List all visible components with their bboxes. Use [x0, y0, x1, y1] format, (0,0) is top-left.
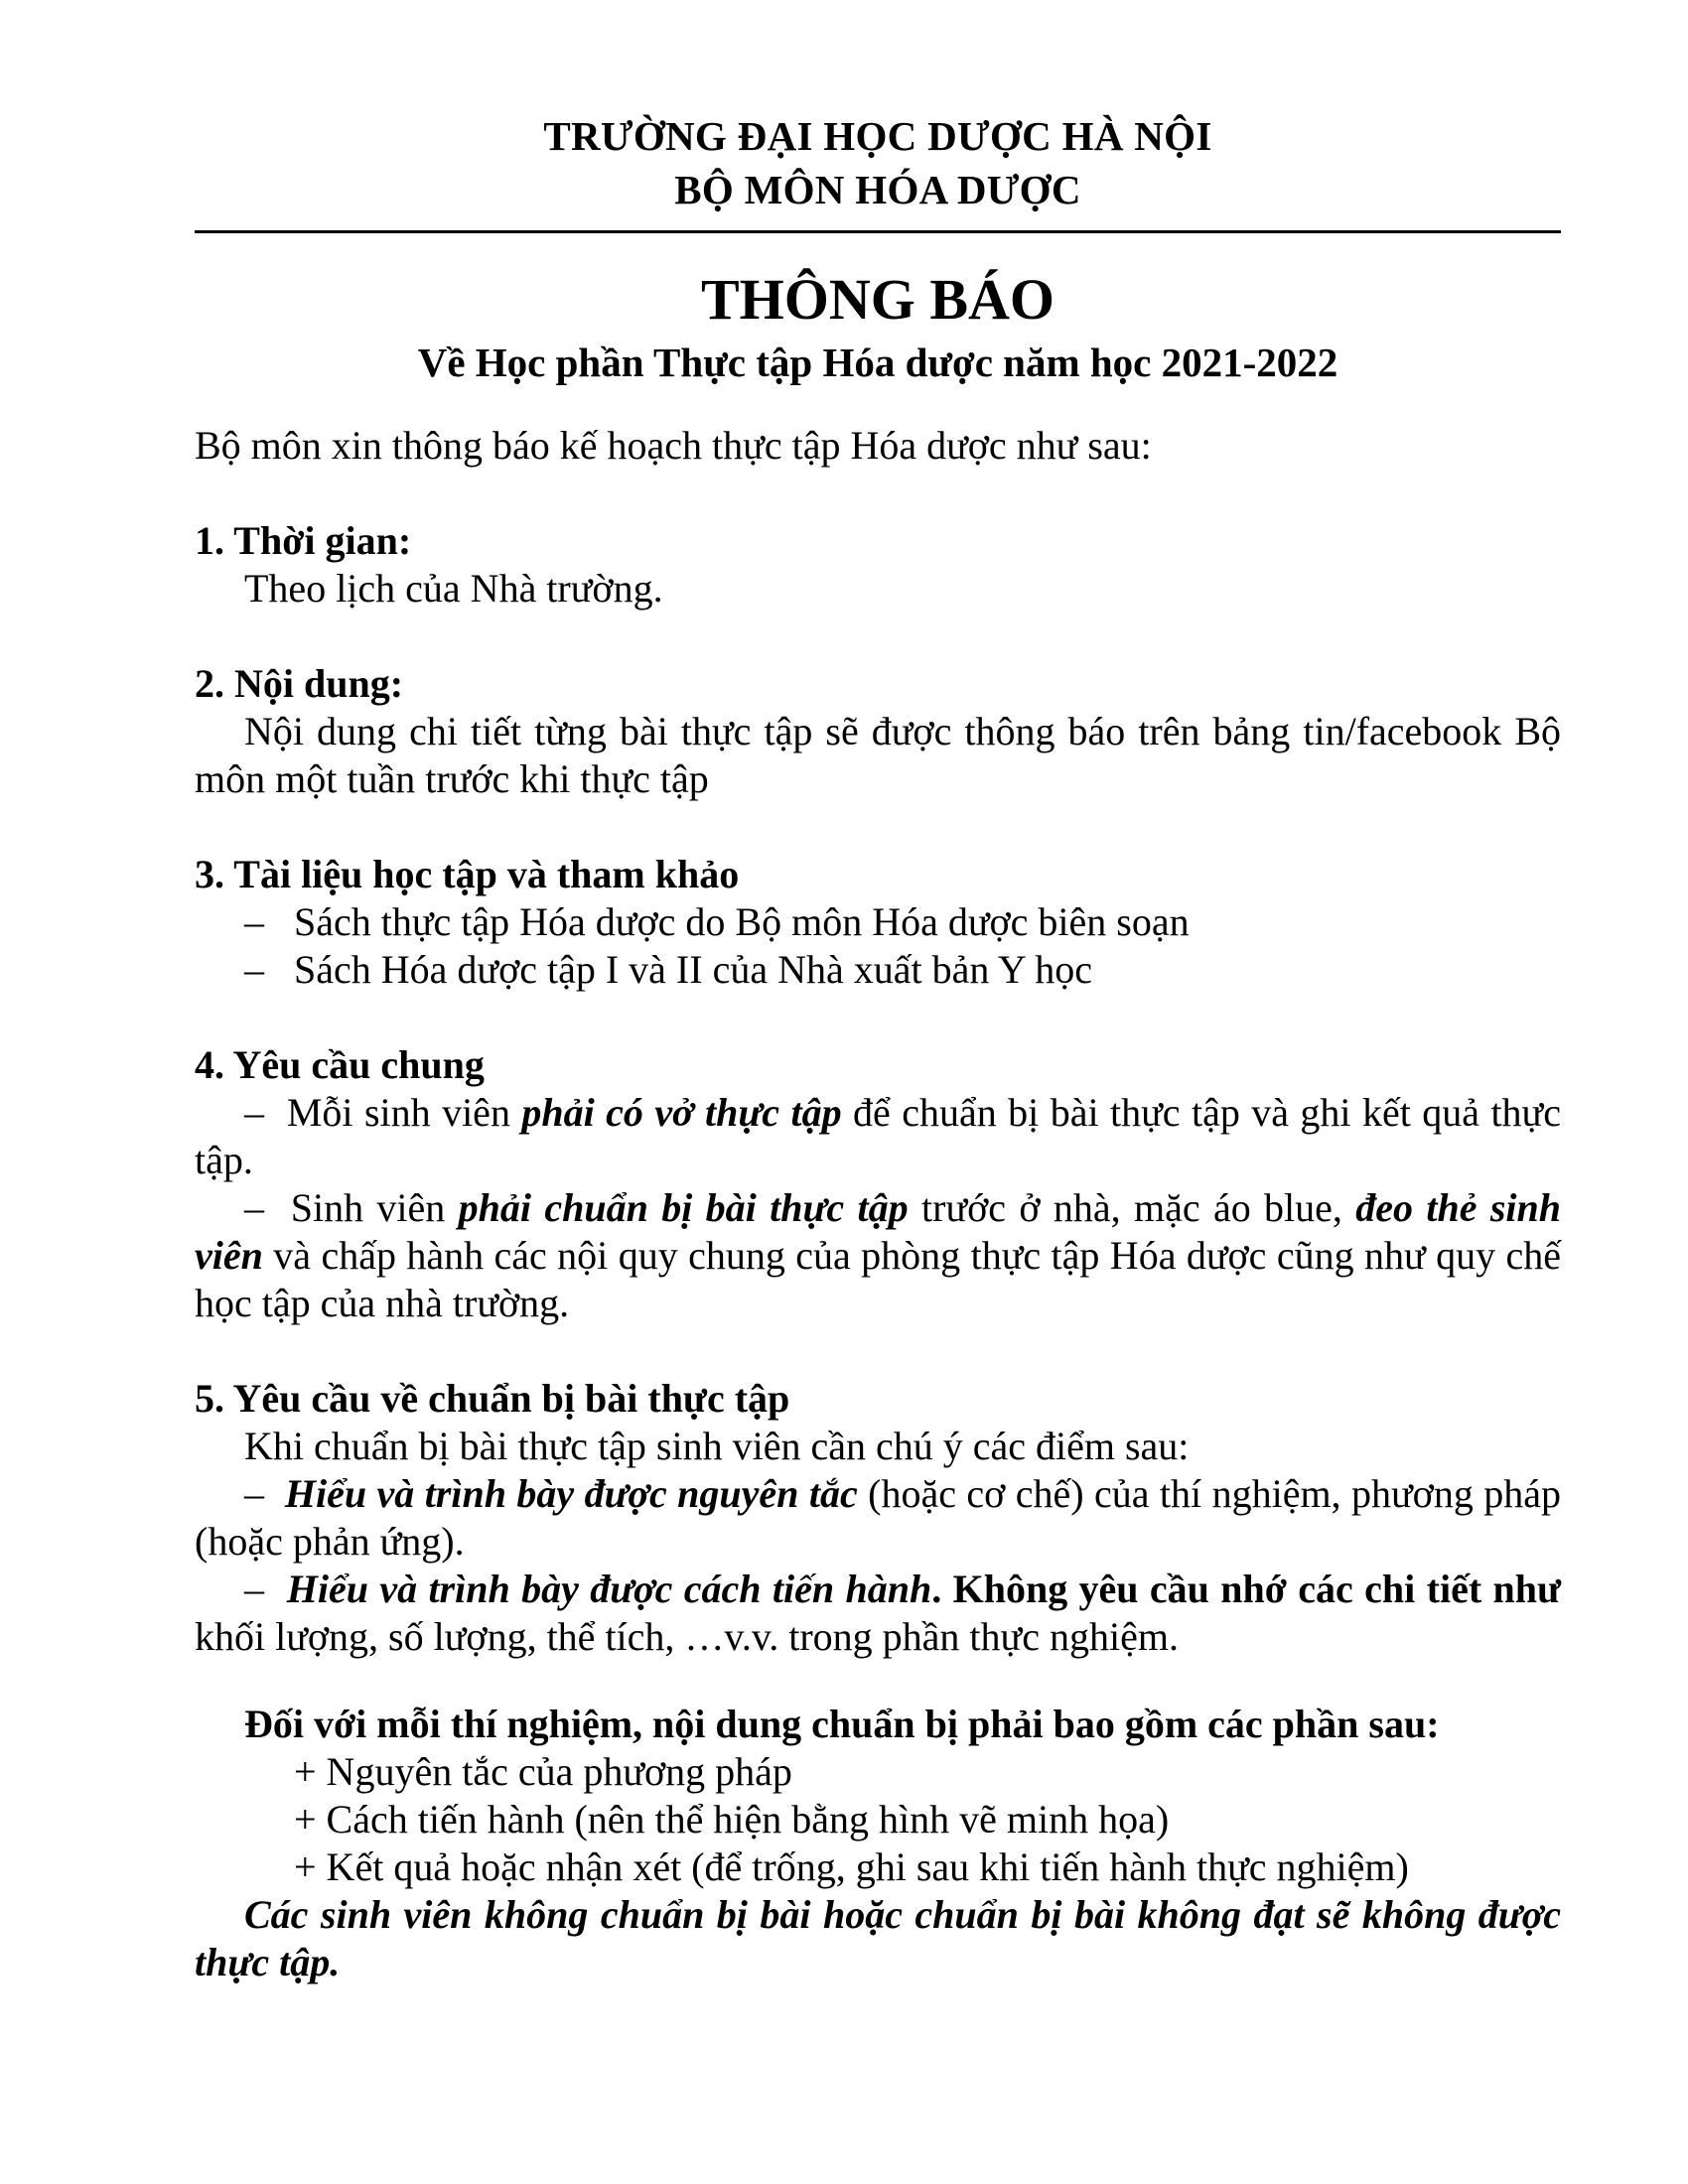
text-run: Mỗi sinh viên	[286, 1090, 522, 1135]
list-item	[195, 946, 1561, 994]
emphasis-text: phải có vở thực tập	[521, 1090, 842, 1135]
emphasis-text: Hiểu và trình bày được nguyên tắc	[284, 1471, 858, 1516]
list-item-text: Sách thực tập Hóa dược do Bộ môn Hóa dược biên soạn	[294, 899, 1190, 944]
emphasis-text: Hiểu và trình bày được cách tiến hành	[286, 1567, 932, 1611]
section-heading: 1. Thời gian:	[195, 518, 412, 563]
bullet-mark: –	[244, 1090, 264, 1135]
section-references	[195, 851, 1561, 994]
section-time	[195, 517, 1561, 613]
closing-note: Các sinh viên không chuẩn bị bài hoặc chuẩn bị bài không đạt sẽ không được thực tập.	[195, 1892, 1561, 1984]
preparation-item: + Cách tiến hành (nên thể hiện bằng hình vẽ minh họa)	[294, 1797, 1170, 1842]
section-heading: 5. Yêu cầu về chuẩn bị bài thực tập	[195, 1376, 790, 1421]
section-lead: Khi chuẩn bị bài thực tập sinh viên cần chú ý các điểm sau:	[244, 1424, 1190, 1468]
requirement-paragraph	[195, 1184, 1561, 1327]
requirement-paragraph	[195, 1089, 1561, 1184]
bullet-mark: –	[244, 1471, 264, 1516]
document-subtitle: Về Học phần Thực tập Hóa dược năm học 2021-2022	[417, 340, 1338, 385]
section-content	[195, 660, 1561, 803]
list-item-text: Sách Hóa dược tập I và II của Nhà xuất bản Y học	[294, 947, 1093, 992]
bullet-mark: –	[244, 1185, 264, 1230]
bullet-mark: –	[244, 947, 264, 992]
school-name: TRƯỜNG ĐẠI HỌC DƯỢC HÀ NỘI	[543, 113, 1212, 159]
emphasis-text: đeo thẻ sinh viên	[195, 1185, 1562, 1278]
section-heading: 4. Yêu cầu chung	[195, 1042, 485, 1087]
bullet-mark: –	[244, 1567, 264, 1611]
department-name: BỘ MÔN HÓA DƯỢC	[674, 167, 1081, 212]
preparation-item: + Nguyên tắc của phương pháp	[294, 1749, 792, 1794]
header-divider	[195, 230, 1561, 233]
preparation-item: + Kết quả hoặc nhận xét (để trống, ghi sau khi tiến hành thực nghiệm)	[294, 1844, 1409, 1889]
intro-text: Bộ môn xin thông báo kế hoạch thực tập Hóa dược như sau:	[195, 423, 1152, 468]
text-run: để chuẩn bị bài thực tập và ghi kết quả thực tập.	[195, 1090, 1561, 1182]
document-page	[195, 109, 1561, 1986]
section-heading: 2. Nội dung:	[195, 661, 404, 706]
list-item	[195, 898, 1561, 946]
text-run: . Không yêu cầu nhớ các chi tiết như	[931, 1567, 1562, 1611]
requirement-paragraph	[195, 1470, 1561, 1566]
section-text: Theo lịch của Nhà trường.	[244, 566, 663, 611]
text-run: trước ở nhà, mặc áo blue,	[908, 1185, 1356, 1230]
preparation-heading: Đối với mỗi thí nghiệm, nội dung chuẩn bị phải bao gồm các phần sau:	[244, 1702, 1440, 1746]
section-general-requirements	[195, 1041, 1561, 1327]
bullet-mark: –	[244, 899, 264, 944]
section-preparation-requirements	[195, 1375, 1561, 1986]
text-run: khối lượng, số lượng, thể tích, …v.v. trong phần thực nghiệm.	[195, 1614, 1179, 1659]
section-text: Nội dung chi tiết từng bài thực tập sẽ được thông báo trên bảng tin/facebook Bộ môn một tuần trước khi thực tập	[195, 709, 1561, 801]
requirement-paragraph	[195, 1566, 1561, 1661]
section-heading: 3. Tài liệu học tập và tham khảo	[195, 852, 740, 896]
emphasis-text: phải chuẩn bị bài thực tập	[458, 1185, 909, 1230]
document-title: THÔNG BÁO	[700, 267, 1055, 332]
text-run: và chấp hành các nội quy chung của phòng thực tập Hóa dược cũng như quy chế học tập của nhà trường.	[195, 1233, 1561, 1325]
text-run: (hoặc cơ chế) của thí nghiệm, phương pháp (hoặc phản ứng).	[195, 1471, 1561, 1564]
text-run: Sinh viên	[290, 1185, 459, 1230]
